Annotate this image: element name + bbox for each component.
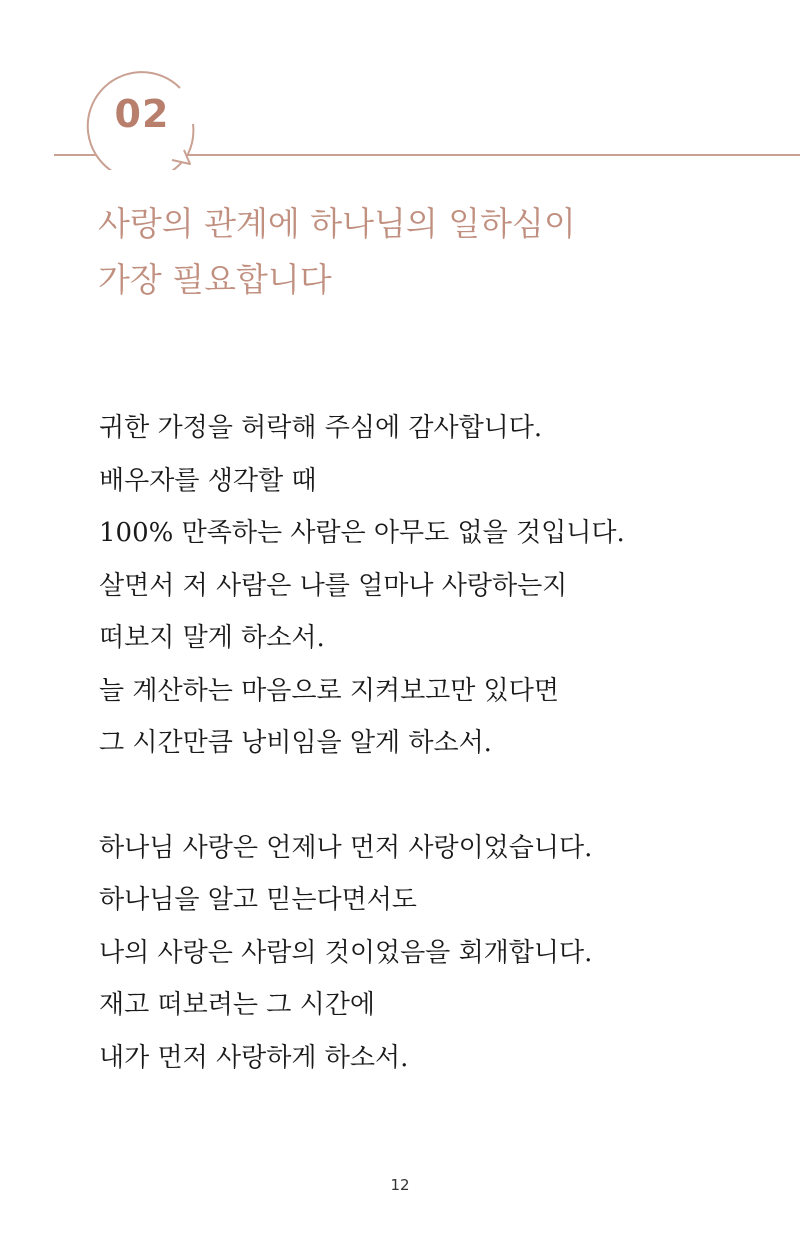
chapter-title (98, 196, 778, 308)
text-line: 귀한 가정을 허락해 주심에 감사합니다. (99, 413, 543, 443)
text-line: 재고 떠보려는 그 시간에 (99, 990, 375, 1020)
chapter-badge (84, 58, 196, 170)
text-line: 배우자를 생각할 때 (99, 465, 317, 496)
page-number: 12 (390, 1176, 410, 1194)
stanza (99, 402, 779, 770)
chapter-title-line: 사랑의 관계에 하나님의 일하심이 (98, 204, 576, 243)
text-line: 그 시간만큼 낭비임을 알게 하소서. (99, 728, 492, 758)
prayer-body (99, 402, 779, 1084)
text-line: 하나님을 알고 믿는다면서도 (99, 885, 417, 915)
text-line: 내가 먼저 사랑하게 하소서. (99, 1042, 409, 1073)
chapter-title-line: 가장 필요합니다 (98, 260, 332, 299)
stanza (99, 822, 779, 1085)
text-line: 나의 사랑은 사람의 것이었음을 회개합니다. (99, 937, 593, 968)
text-line: 떠보지 말게 하소서. (99, 623, 325, 653)
text-line: 100% 만족하는 사람은 아무도 없을 것입니다. (99, 518, 625, 548)
text-line: 하나님 사랑은 언제나 먼저 사랑이었습니다. (99, 832, 593, 863)
chapter-number: 02 (114, 92, 170, 136)
text-line: 살면서 저 사람은 나를 얼마나 사랑하는지 (99, 570, 568, 601)
text-line: 늘 계산하는 마음으로 지켜보고만 있다면 (99, 675, 560, 706)
